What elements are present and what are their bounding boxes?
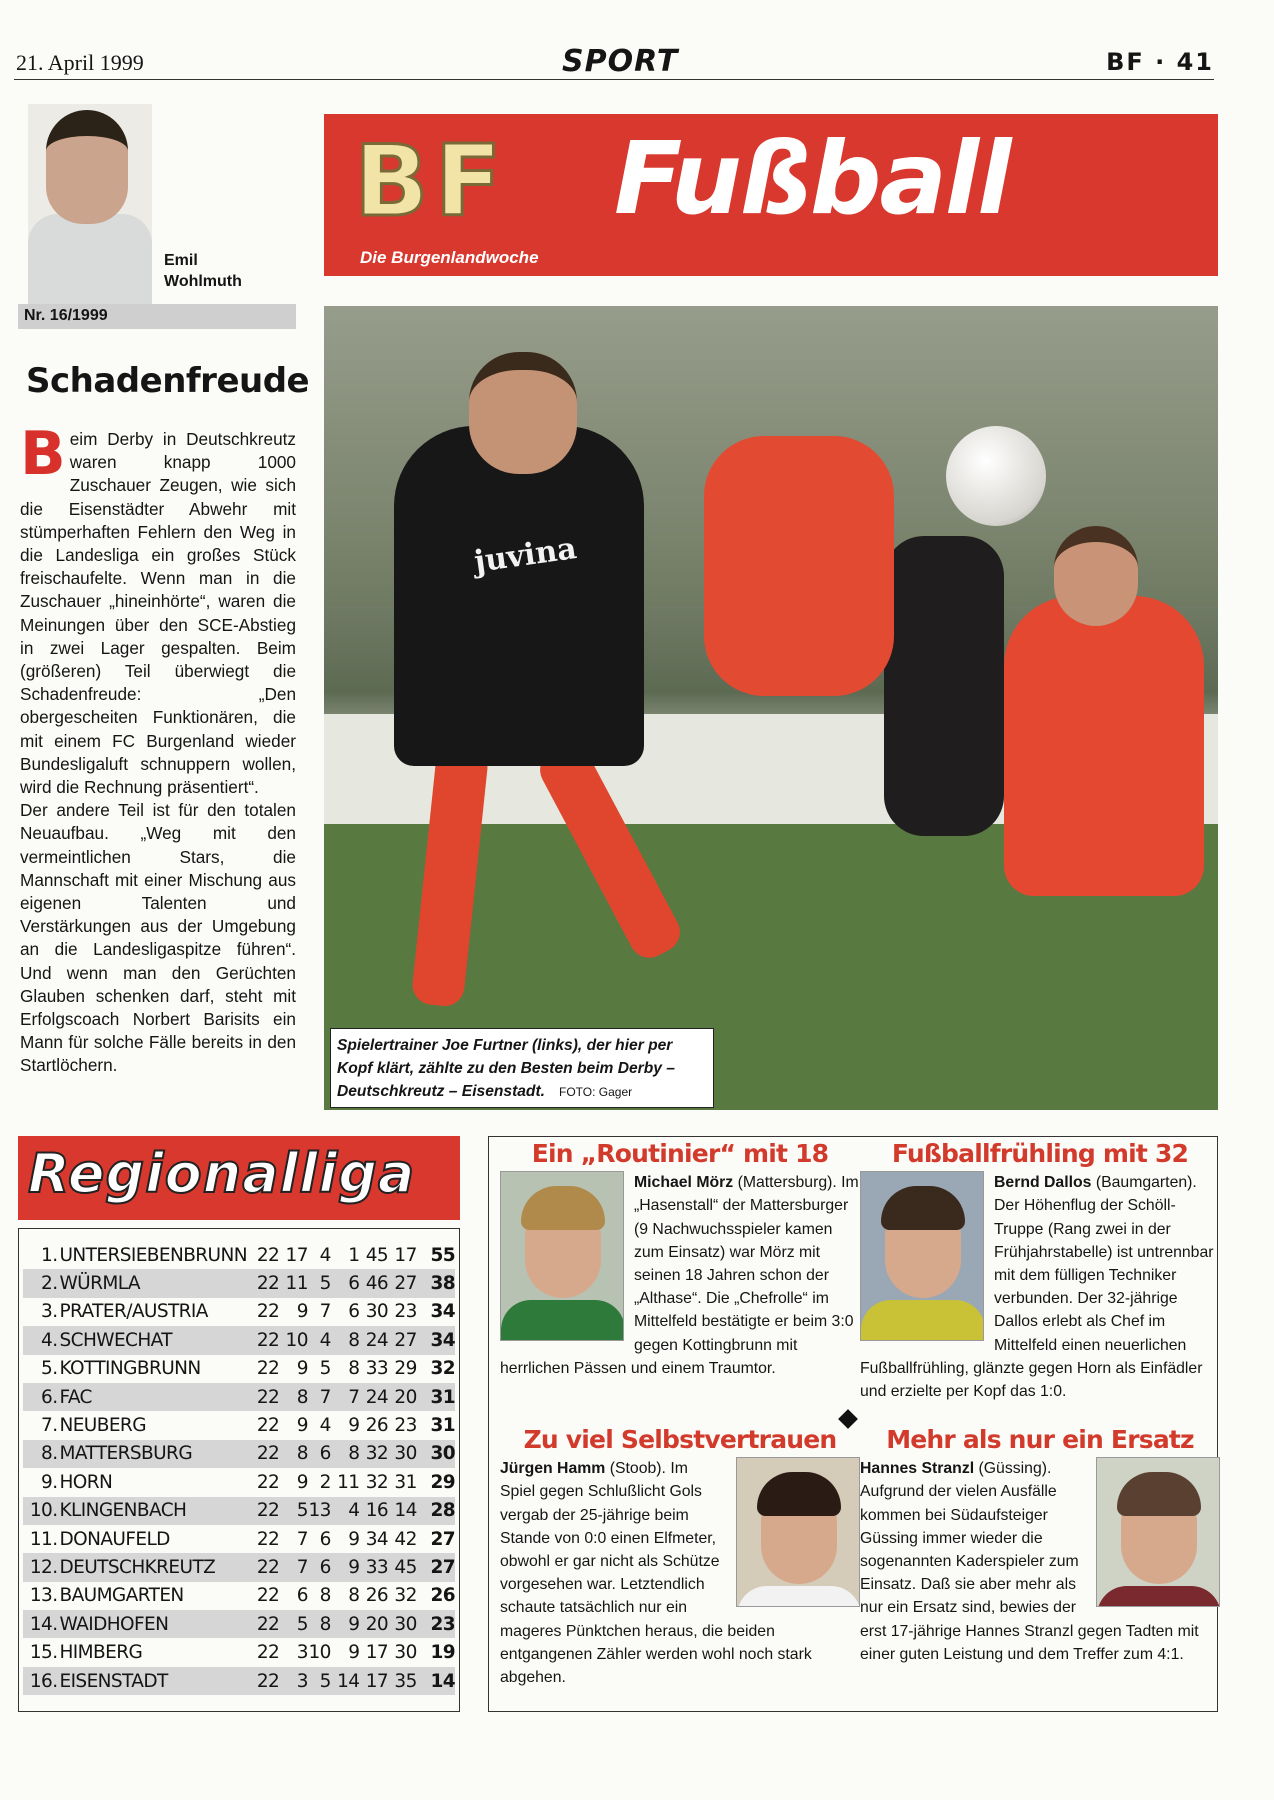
player-black-left <box>394 426 644 766</box>
table-team: KLINGENBACH <box>59 1500 187 1522</box>
table-wins: 6 <box>296 1585 308 1607</box>
section-banner <box>324 114 1218 276</box>
table-row <box>23 1269 455 1297</box>
table-played: 22 <box>256 1301 280 1323</box>
table-wins: 5 <box>296 1500 308 1522</box>
profile-moerz <box>500 1139 860 1380</box>
table-draws: 5 <box>319 1670 331 1692</box>
table-losses: 6 <box>348 1301 360 1323</box>
table-team: HORN <box>59 1471 113 1493</box>
profile-title: Zu viel Selbstvertrauen <box>523 1425 837 1454</box>
table-row <box>23 1525 455 1553</box>
table-row <box>23 1582 455 1610</box>
table-position: 16. <box>29 1670 58 1692</box>
table-draws: 6 <box>319 1443 331 1465</box>
table-draws: 6 <box>319 1528 331 1550</box>
issue-number: Nr. 16/1999 <box>18 304 296 329</box>
section-title: SPORT <box>562 44 679 79</box>
table-draws: 5 <box>319 1358 331 1380</box>
table-draws: 5 <box>319 1273 331 1295</box>
table-goals-for: 24 <box>365 1329 389 1351</box>
bf-logo: BF <box>354 125 508 239</box>
table-losses: 14 <box>337 1670 360 1692</box>
football-icon <box>946 426 1046 526</box>
table-draws: 4 <box>319 1415 331 1437</box>
table-team: DONAUFELD <box>59 1528 170 1550</box>
profile-body: (Güssing). Aufgrund der vielen Ausfälle kommen bei Südaufsteiger Güssing immer wieder die sogenannten Kaderspieler zum Einsatz. Daß sie aber mehr als nur ein Ersatz sind, bewies der erst 17-jährige Hannes Stranzl gegen Tadten mit einer guten Leistung und dem Treffer zum 4:1. <box>860 1460 1199 1663</box>
drop-cap: B <box>20 419 66 489</box>
table-row <box>23 1497 455 1525</box>
table-played: 22 <box>256 1244 280 1266</box>
table-team: WAIDHOFEN <box>59 1613 169 1635</box>
table-goals-for: 17 <box>365 1670 389 1692</box>
profile-body: (Mattersburg). Im „Hasenstall“ der Mattersburger (9 Nachwuchsspieler kamen zum Einsatz) war Mörz mit seinen 18 Jahren schon der „Althase“. Die „Chefrolle“ im Mittelfeld bestätigte er beim 3:0 gegen Kottingbrunn mit herrlichen Pässen und einem Traumtor. <box>500 1174 859 1377</box>
issue-date: 21. April 1999 <box>16 50 144 75</box>
table-goals-for: 26 <box>365 1415 389 1437</box>
player-portrait <box>860 1171 984 1341</box>
columnist-first-name: Emil <box>164 252 198 269</box>
player-red-center <box>704 436 894 696</box>
table-points: 29 <box>430 1471 455 1493</box>
table-points: 31 <box>430 1386 455 1408</box>
table-position: 12. <box>29 1556 58 1578</box>
table-played: 22 <box>256 1471 280 1493</box>
table-losses: 9 <box>348 1613 360 1635</box>
table-row <box>23 1553 455 1581</box>
page-number: BF · 41 <box>1106 48 1214 76</box>
main-photo <box>324 306 1218 1110</box>
table-played: 22 <box>256 1386 280 1408</box>
player-red-right-head <box>1054 526 1138 626</box>
table-goals-for: 16 <box>365 1500 389 1522</box>
columnist-name <box>164 250 242 292</box>
table-row <box>23 1638 455 1666</box>
table-played: 22 <box>256 1528 280 1550</box>
table-draws: 7 <box>319 1301 331 1323</box>
table-points: 30 <box>430 1443 455 1465</box>
table-goals-for: 17 <box>365 1642 389 1664</box>
banner-title: Fußball <box>614 120 1010 237</box>
table-position: 2. <box>41 1273 58 1295</box>
table-points: 14 <box>430 1670 455 1692</box>
table-row <box>23 1610 455 1638</box>
table-played: 22 <box>256 1670 280 1692</box>
table-goals-against: 31 <box>394 1471 417 1493</box>
table-losses: 8 <box>348 1358 360 1380</box>
table-goals-for: 34 <box>365 1528 389 1550</box>
table-wins: 8 <box>296 1386 308 1408</box>
jersey-sponsor: juvina <box>472 531 579 580</box>
player-red-right <box>1004 596 1204 896</box>
table-points: 27 <box>430 1556 455 1578</box>
table-losses: 8 <box>348 1329 360 1351</box>
table-wins: 8 <box>296 1443 308 1465</box>
profile-name: Jürgen Hamm <box>500 1460 606 1478</box>
table-played: 22 <box>256 1613 280 1635</box>
table-losses: 8 <box>348 1443 360 1465</box>
table-draws: 10 <box>308 1642 331 1664</box>
table-draws: 4 <box>319 1244 331 1266</box>
photo-credit: FOTO: Gager <box>558 1085 633 1099</box>
table-team: WÜRMLA <box>59 1273 140 1295</box>
table-played: 22 <box>256 1329 280 1351</box>
profile-name: Michael Mörz <box>634 1174 734 1192</box>
table-points: 27 <box>430 1528 455 1550</box>
table-position: 6. <box>41 1386 58 1408</box>
table-played: 22 <box>256 1585 280 1607</box>
table-goals-against: 27 <box>394 1329 417 1351</box>
table-goals-for: 46 <box>365 1273 389 1295</box>
profile-title: Ein „Routinier“ mit 18 <box>531 1139 829 1168</box>
column-paragraph-2: Der andere Teil ist für den totalen Neuaufbau. „Weg mit den vermeintlichen Stars, die Mannschaft mit einer Mischung aus eigenen Talenten und Verstärkungen aus der Umgebung an die Landesligaspitze führen“. Und wenn man den Gerüchten Glauben schenken darf, steht mit Erfolgscoach Norbert Barisits ein Mann für solche Fälle bereits in den Startlöchern. <box>20 800 296 1076</box>
profile-name: Bernd Dallos <box>994 1174 1092 1192</box>
table-team: NEUBERG <box>59 1415 146 1437</box>
table-team: KOTTINGBRUNN <box>59 1358 201 1380</box>
profile-title: Mehr als nur ein Ersatz <box>886 1425 1194 1454</box>
table-goals-against: 30 <box>394 1613 417 1635</box>
table-losses: 6 <box>348 1273 360 1295</box>
table-goals-against: 23 <box>394 1415 417 1437</box>
table-row <box>23 1355 455 1383</box>
table-wins: 9 <box>296 1415 308 1437</box>
table-team: DEUTSCHKREUTZ <box>59 1556 216 1578</box>
table-wins: 17 <box>285 1244 308 1266</box>
table-draws: 13 <box>308 1500 331 1522</box>
table-goals-for: 33 <box>365 1358 389 1380</box>
table-wins: 10 <box>285 1329 308 1351</box>
column-paragraph-1-text: eim Derby in Deutschkreutz waren knapp 1000 Zuschauer Zeugen, wie sich die Eisenstädter Abwehr mit stümperhaften Fehlern den Weg in die Landesliga ein großes Stück freischaufelte. Wenn man in die Zuschauer „hineinhörte“, waren die Meinungen über den SCE-Abstieg in zwei Lager gespalten. Beim (größeren) Teil überwiegt die Schadenfreude: „Den obergescheiten Funktionären, die mit einem FC Burgenland wieder Bundesligaluft schnuppern wollen, wird die Rechnung präsentiert“. <box>20 429 296 798</box>
table-losses: 8 <box>348 1585 360 1607</box>
table-team: PRATER/AUSTRIA <box>59 1301 208 1323</box>
table-goals-against: 45 <box>394 1556 417 1578</box>
table-played: 22 <box>256 1500 280 1522</box>
table-position: 8. <box>41 1443 58 1465</box>
table-points: 38 <box>430 1273 455 1295</box>
table-goals-against: 42 <box>394 1528 417 1550</box>
table-losses: 1 <box>348 1244 360 1266</box>
table-goals-for: 30 <box>365 1301 389 1323</box>
player-black-back <box>884 536 1004 836</box>
player-portrait <box>736 1457 860 1607</box>
profile-stranzl <box>860 1425 1220 1666</box>
table-draws: 8 <box>319 1613 331 1635</box>
table-played: 22 <box>256 1273 280 1295</box>
table-position: 1. <box>41 1244 58 1266</box>
photo-caption-text: Spielertrainer Joe Furtner (links), der hier per Kopf klärt, zählte zu den Besten beim Derby – Deutschkreutz – Eisenstadt. <box>337 1037 675 1100</box>
table-wins: 3 <box>296 1670 308 1692</box>
table-position: 10. <box>29 1500 58 1522</box>
table-draws: 4 <box>319 1329 331 1351</box>
table-goals-against: 30 <box>394 1642 417 1664</box>
table-goals-against: 20 <box>394 1386 417 1408</box>
table-team: FAC <box>59 1386 92 1408</box>
table-wins: 3 <box>296 1642 308 1664</box>
table-position: 13. <box>29 1585 58 1607</box>
table-goals-against: 29 <box>394 1358 417 1380</box>
table-position: 7. <box>41 1415 58 1437</box>
table-row <box>23 1440 455 1468</box>
photo-caption <box>330 1028 714 1108</box>
league-table <box>18 1228 460 1712</box>
table-goals-against: 23 <box>394 1301 417 1323</box>
columnist-head <box>46 110 128 224</box>
table-goals-for: 20 <box>365 1613 389 1635</box>
profile-dallos <box>860 1139 1220 1403</box>
table-position: 15. <box>29 1642 58 1664</box>
profile-body: (Baumgarten). Der Höhenflug der Schöll-Truppe (Rang zwei in der Frühjahrstabelle) ist untrennbar mit dem fülligen Techniker verbunden. Der 32-jährige Dallos erlebt als Chef im Mittelfeld einen neuerlichen Fußballfrühling, glänzte gegen Horn als Einfädler und erzielte per Kopf das 1:0. <box>860 1174 1214 1401</box>
table-played: 22 <box>256 1642 280 1664</box>
table-position: 9. <box>41 1471 58 1493</box>
table-losses: 11 <box>337 1471 360 1493</box>
columnist-last-name: Wohlmuth <box>164 273 242 290</box>
table-goals-for: 32 <box>365 1443 389 1465</box>
table-team: MATTERSBURG <box>59 1443 193 1465</box>
table-wins: 7 <box>296 1528 308 1550</box>
table-row <box>23 1326 455 1354</box>
banner-subtitle: Die Burgenlandwoche <box>360 248 539 267</box>
table-goals-for: 33 <box>365 1556 389 1578</box>
table-points: 26 <box>430 1585 455 1607</box>
columnist-photo <box>28 104 152 304</box>
table-team: HIMBERG <box>59 1642 143 1664</box>
table-goals-against: 27 <box>394 1273 417 1295</box>
table-goals-for: 24 <box>365 1386 389 1408</box>
table-position: 11. <box>29 1528 58 1550</box>
table-row <box>23 1383 455 1411</box>
table-played: 22 <box>256 1358 280 1380</box>
table-goals-for: 26 <box>365 1585 389 1607</box>
table-row <box>23 1468 455 1496</box>
league-banner <box>18 1136 460 1220</box>
table-goals-for: 45 <box>365 1244 389 1266</box>
table-losses: 4 <box>348 1500 360 1522</box>
column-body <box>20 419 296 1078</box>
table-wins: 11 <box>285 1273 308 1295</box>
profile-body: (Stoob). Im Spiel gegen Schlußlicht Gols vergab der 25-jährige beim Stande von 0:0 einen Elfmeter, obwohl er gar nicht als Schütze vorgesehen war. Letztendlich schaute tatsächlich nur ein mageres Pünktchen heraus, die beiden entgangenen Zähler werden wohl noch stark abgehen. <box>500 1460 812 1687</box>
table-position: 3. <box>41 1301 58 1323</box>
table-draws: 8 <box>319 1585 331 1607</box>
table-row <box>23 1241 455 1269</box>
table-goals-against: 35 <box>394 1670 417 1692</box>
table-losses: 9 <box>348 1642 360 1664</box>
page-header <box>14 44 1214 80</box>
table-losses: 9 <box>348 1528 360 1550</box>
player-black-left-head <box>469 352 577 474</box>
table-wins: 5 <box>296 1613 308 1635</box>
table-played: 22 <box>256 1443 280 1465</box>
columnist-shirt <box>28 214 152 304</box>
player-portrait <box>1096 1457 1220 1607</box>
table-wins: 7 <box>296 1556 308 1578</box>
column-title: Schadenfreude <box>26 361 310 401</box>
table-draws: 6 <box>319 1556 331 1578</box>
table-position: 5. <box>41 1358 58 1380</box>
table-wins: 9 <box>296 1358 308 1380</box>
table-wins: 9 <box>296 1471 308 1493</box>
table-goals-against: 32 <box>394 1585 417 1607</box>
league-title: Regionalliga <box>28 1142 416 1205</box>
table-points: 31 <box>430 1415 455 1437</box>
table-losses: 7 <box>348 1386 360 1408</box>
table-team: SCHWECHAT <box>59 1329 172 1351</box>
table-position: 14. <box>29 1613 58 1635</box>
table-team: EISENSTADT <box>59 1670 168 1692</box>
profile-title: Fußballfrühling mit 32 <box>891 1139 1189 1168</box>
table-row <box>23 1667 455 1695</box>
table-points: 32 <box>430 1358 455 1380</box>
table-played: 22 <box>256 1556 280 1578</box>
profile-hamm <box>500 1425 860 1689</box>
table-goals-against: 17 <box>394 1244 417 1266</box>
table-points: 28 <box>430 1500 455 1522</box>
table-points: 34 <box>430 1301 455 1323</box>
table-points: 34 <box>430 1329 455 1351</box>
table-row <box>23 1298 455 1326</box>
table-goals-against: 14 <box>394 1500 417 1522</box>
table-team: BAUMGARTEN <box>59 1585 184 1607</box>
table-points: 19 <box>430 1642 455 1664</box>
table-goals-for: 32 <box>365 1471 389 1493</box>
table-position: 4. <box>41 1329 58 1351</box>
table-draws: 2 <box>319 1471 331 1493</box>
table-losses: 9 <box>348 1556 360 1578</box>
table-draws: 7 <box>319 1386 331 1408</box>
table-points: 23 <box>430 1613 455 1635</box>
table-losses: 9 <box>348 1415 360 1437</box>
table-played: 22 <box>256 1415 280 1437</box>
table-goals-against: 30 <box>394 1443 417 1465</box>
profile-name: Hannes Stranzl <box>860 1460 975 1478</box>
table-team: UNTERSIEBENBRUNN <box>59 1244 247 1266</box>
player-portrait <box>500 1171 624 1341</box>
table-wins: 9 <box>296 1301 308 1323</box>
table-points: 55 <box>430 1244 455 1266</box>
table-row <box>23 1411 455 1439</box>
column-paragraph-1 <box>20 419 296 799</box>
